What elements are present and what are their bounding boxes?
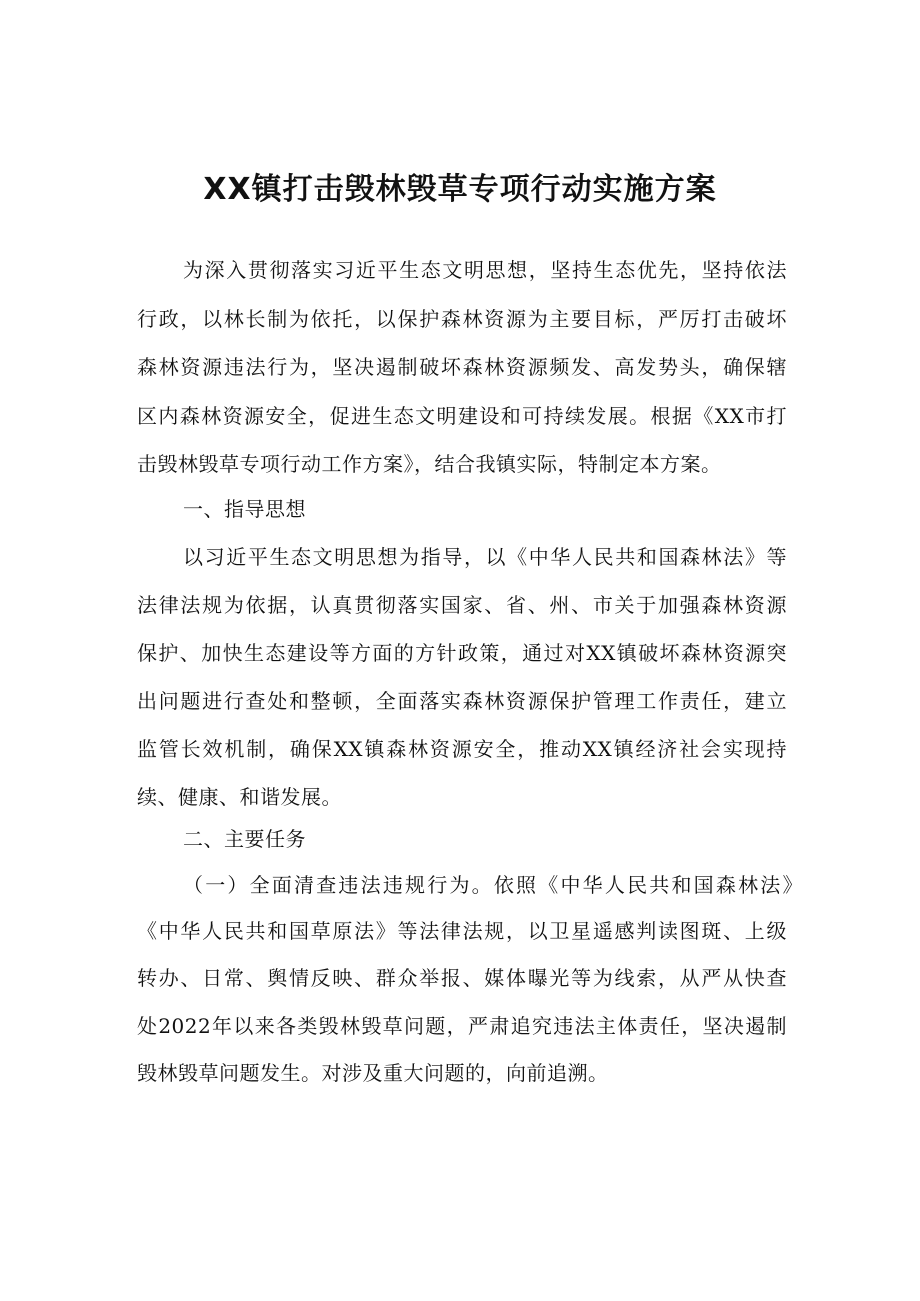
paragraph-line: 法律法规为依据，认真贯彻落实国家、省、州、市关于加强森林资源 [137, 593, 787, 617]
paragraph-line: 《中华人民共和国草原法》等法律法规，以卫星遥感判读图斑、上级 [137, 919, 787, 943]
paragraph-line: 为深入贯彻落实习近平生态文明思想，坚持生态优先，坚持依法 [183, 258, 787, 282]
section-heading: 一、指导思想 [183, 497, 306, 521]
paragraph-line: 处2022年以来各类毁林毁草问题，严肃追究违法主体责任，坚决遏制 [137, 1014, 787, 1038]
paragraph-line: 毁林毁草问题发生。对涉及重大问题的，向前追溯。 [137, 1061, 609, 1085]
paragraph-line: 转办、日常、舆情反映、群众举报、媒体曝光等为线索，从严从快查 [137, 966, 787, 990]
paragraph-line: 行政，以林长制为依托，以保护森林资源为主要目标，严厉打击破坏 [137, 307, 787, 331]
paragraph-line: 击毁林毁草专项行动工作方案》，结合我镇实际，特制定本方案。 [137, 452, 722, 476]
paragraph-line: 出问题进行查处和整顿，全面落实森林资源保护管理工作责任，建立 [137, 689, 787, 713]
paragraph-line: 监管长效机制，确保XX镇森林资源安全，推动XX镇经济社会实现持 [137, 737, 787, 761]
paragraph-line: （一）全面清查违法违规行为。依照《中华人民共和国森林法》 [183, 873, 803, 897]
paragraph-line: 续、健康、和谐发展。 [137, 785, 342, 809]
paragraph-line: 区内森林资源安全，促进生态文明建设和可持续发展。根据《XX市打 [137, 404, 787, 428]
paragraph-line: 保护、加快生态建设等方面的方针政策，通过对XX镇破坏森林资源突 [137, 641, 787, 665]
paragraph-line: 以习近平生态文明思想为指导，以《中华人民共和国森林法》等 [183, 545, 787, 569]
document-title: XX镇打击毁林毁草专项行动实施方案 [203, 172, 717, 207]
paragraph-line: 森林资源违法行为，坚决遏制破坏森林资源频发、高发势头，确保辖 [137, 355, 787, 379]
section-heading: 二、主要任务 [183, 827, 306, 851]
